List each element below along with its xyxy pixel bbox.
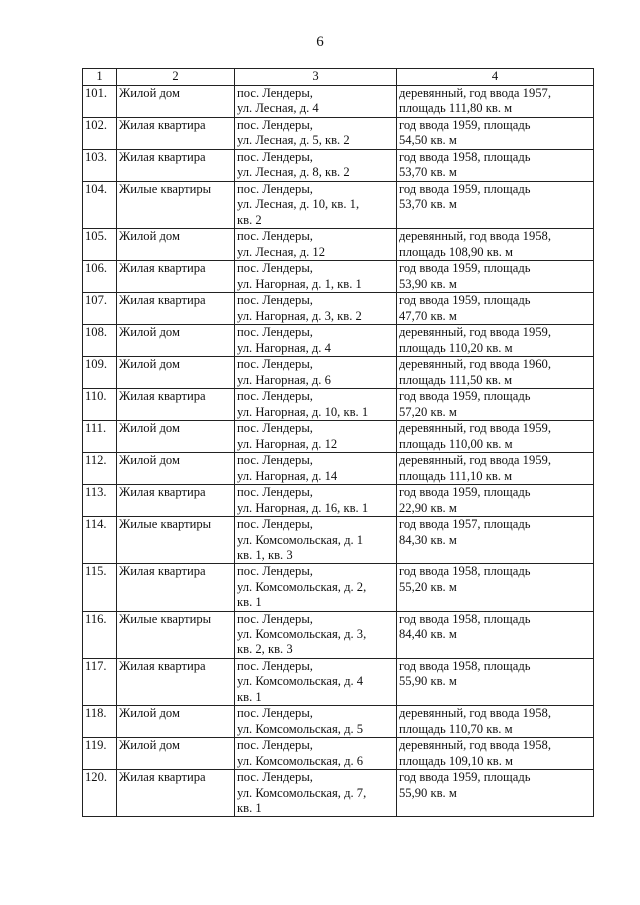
property-address <box>235 357 397 389</box>
address-line: кв. 1 <box>237 689 262 704</box>
description-line: 57,20 кв. м <box>399 404 457 419</box>
table-row <box>83 357 594 389</box>
address-line: ул. Лесная, д. 12 <box>237 244 325 259</box>
address-line: пос. Лендеры, <box>237 706 313 721</box>
address-line: ул. Лесная, д. 8, кв. 2 <box>237 165 350 180</box>
table-row <box>83 517 594 564</box>
description-line: 55,90 кв. м <box>399 674 457 689</box>
property-address <box>235 389 397 421</box>
property-type: Жилой дом <box>117 738 235 770</box>
address-line: ул. Нагорная, д. 3, кв. 2 <box>237 308 362 323</box>
property-description <box>397 453 594 485</box>
table-row <box>83 150 594 182</box>
address-line: пос. Лендеры, <box>237 357 313 372</box>
address-line: ул. Комсомольская, д. 3, <box>237 627 367 642</box>
address-line: ул. Нагорная, д. 10, кв. 1 <box>237 404 369 419</box>
property-type: Жилая квартира <box>117 770 235 817</box>
description-line: площадь 110,00 кв. м <box>399 436 513 451</box>
address-line: ул. Лесная, д. 5, кв. 2 <box>237 133 350 148</box>
description-line: площадь 108,90 кв. м <box>399 244 514 259</box>
description-line: год ввода 1957, площадь <box>399 517 531 532</box>
property-type: Жилая квартира <box>117 564 235 611</box>
description-line: 22,90 кв. м <box>399 500 457 515</box>
description-line: год ввода 1959, площадь <box>399 485 531 500</box>
description-line: год ввода 1959, площадь <box>399 182 531 196</box>
address-line: ул. Комсомольская, д. 4 <box>237 674 364 689</box>
page-number: 6 <box>316 34 324 50</box>
address-line: пос. Лендеры, <box>237 229 313 244</box>
description-line: площадь 111,80 кв. м <box>399 101 513 116</box>
table-row <box>83 421 594 453</box>
description-line: год ввода 1958, площадь <box>399 611 531 626</box>
description-line: 47,70 кв. м <box>399 308 457 323</box>
address-line: ул. Нагорная, д. 12 <box>237 436 338 451</box>
address-line: кв. 1 <box>237 800 262 815</box>
property-description <box>397 770 594 817</box>
description-line: площадь 110,20 кв. м <box>399 340 513 355</box>
row-number: 103. <box>83 150 117 182</box>
row-number: 120. <box>83 770 117 817</box>
property-description <box>397 564 594 611</box>
property-address <box>235 658 397 705</box>
row-number: 102. <box>83 118 117 150</box>
address-line: пос. Лендеры, <box>237 182 313 196</box>
property-address <box>235 86 397 118</box>
property-address <box>235 182 397 229</box>
description-line: площадь 109,10 кв. м <box>399 753 514 768</box>
property-description <box>397 229 594 261</box>
property-type: Жилые квартиры <box>117 182 235 229</box>
property-address <box>235 118 397 150</box>
description-line: 53,70 кв. м <box>399 197 457 212</box>
table-row <box>83 293 594 325</box>
description-line: деревянный, год ввода 1959, <box>399 421 551 436</box>
property-type: Жилой дом <box>117 453 235 485</box>
property-description <box>397 325 594 357</box>
description-line: деревянный, год ввода 1959, <box>399 453 551 468</box>
row-number: 113. <box>83 485 117 517</box>
address-line: ул. Нагорная, д. 4 <box>237 340 331 355</box>
address-line: пос. Лендеры, <box>237 389 313 404</box>
row-number: 111. <box>83 421 117 453</box>
property-address <box>235 325 397 357</box>
table-row <box>83 325 594 357</box>
address-line: кв. 1, кв. 3 <box>237 548 293 563</box>
address-line: пос. Лендеры, <box>237 738 313 753</box>
row-number: 112. <box>83 453 117 485</box>
address-line: ул. Нагорная, д. 6 <box>237 372 331 387</box>
property-address <box>235 150 397 182</box>
property-address <box>235 293 397 325</box>
row-number: 115. <box>83 564 117 611</box>
row-number: 101. <box>83 86 117 118</box>
table-row <box>83 182 594 229</box>
description-line: 55,90 кв. м <box>399 785 457 800</box>
column-header-1: 1 <box>83 69 117 86</box>
address-line: ул. Комсомольская, д. 7, <box>237 785 367 800</box>
row-number: 106. <box>83 261 117 293</box>
address-line: пос. Лендеры, <box>237 658 313 673</box>
property-type: Жилые квартиры <box>117 611 235 658</box>
property-type: Жилой дом <box>117 706 235 738</box>
address-line: ул. Нагорная, д. 1, кв. 1 <box>237 276 362 291</box>
property-description <box>397 389 594 421</box>
row-number: 108. <box>83 325 117 357</box>
property-type: Жилой дом <box>117 421 235 453</box>
description-line: деревянный, год ввода 1957, <box>399 86 551 100</box>
table-row <box>83 86 594 118</box>
property-type: Жилой дом <box>117 357 235 389</box>
property-type: Жилая квартира <box>117 485 235 517</box>
address-line: ул. Лесная, д. 4 <box>237 101 319 116</box>
address-line: ул. Лесная, д. 10, кв. 1, <box>237 197 360 212</box>
property-type: Жилой дом <box>117 86 235 118</box>
address-line: ул. Комсомольская, д. 6 <box>237 753 364 768</box>
address-line: пос. Лендеры, <box>237 86 313 100</box>
address-line: пос. Лендеры, <box>237 564 313 579</box>
description-line: деревянный, год ввода 1958, <box>399 738 551 753</box>
description-line: год ввода 1958, площадь <box>399 150 531 164</box>
address-line: ул. Комсомольская, д. 1 <box>237 532 364 547</box>
address-line: ул. Нагорная, д. 14 <box>237 468 338 483</box>
address-line: пос. Лендеры, <box>237 770 313 785</box>
description-line: год ввода 1958, площадь <box>399 564 531 579</box>
row-number: 119. <box>83 738 117 770</box>
description-line: деревянный, год ввода 1958, <box>399 706 551 721</box>
property-description <box>397 182 594 229</box>
property-description <box>397 118 594 150</box>
address-line: пос. Лендеры, <box>237 421 313 436</box>
row-number: 110. <box>83 389 117 421</box>
address-line: пос. Лендеры, <box>237 118 313 132</box>
table-row <box>83 118 594 150</box>
description-line: 84,30 кв. м <box>399 532 457 547</box>
table-row <box>83 485 594 517</box>
property-type: Жилая квартира <box>117 150 235 182</box>
description-line: 53,70 кв. м <box>399 165 457 180</box>
description-line: 55,20 кв. м <box>399 579 457 594</box>
description-line: 84,40 кв. м <box>399 627 457 642</box>
property-type: Жилая квартира <box>117 389 235 421</box>
address-line: пос. Лендеры, <box>237 150 313 164</box>
description-line: площадь 111,10 кв. м <box>399 468 513 483</box>
property-description <box>397 706 594 738</box>
table-row <box>83 738 594 770</box>
property-description <box>397 293 594 325</box>
property-address <box>235 421 397 453</box>
property-type: Жилая квартира <box>117 293 235 325</box>
row-number: 107. <box>83 293 117 325</box>
property-address <box>235 770 397 817</box>
property-registry-table <box>82 68 594 817</box>
property-type: Жилая квартира <box>117 658 235 705</box>
property-address <box>235 738 397 770</box>
property-description <box>397 261 594 293</box>
address-line: пос. Лендеры, <box>237 611 313 626</box>
row-number: 114. <box>83 517 117 564</box>
description-line: деревянный, год ввода 1958, <box>399 229 551 244</box>
description-line: деревянный, год ввода 1960, <box>399 357 551 372</box>
table-row <box>83 770 594 817</box>
property-type: Жилая квартира <box>117 118 235 150</box>
table-row <box>83 658 594 705</box>
address-line: пос. Лендеры, <box>237 293 313 308</box>
property-address <box>235 485 397 517</box>
row-number: 118. <box>83 706 117 738</box>
property-description <box>397 86 594 118</box>
property-address <box>235 229 397 261</box>
address-line: пос. Лендеры, <box>237 453 313 468</box>
table-header-row <box>83 69 594 86</box>
address-line: ул. Нагорная, д. 16, кв. 1 <box>237 500 369 515</box>
property-address <box>235 517 397 564</box>
property-type: Жилая квартира <box>117 261 235 293</box>
row-number: 109. <box>83 357 117 389</box>
address-line: кв. 2 <box>237 212 262 227</box>
property-description <box>397 150 594 182</box>
address-line: ул. Комсомольская, д. 5 <box>237 721 364 736</box>
row-number: 117. <box>83 658 117 705</box>
description-line: год ввода 1959, площадь <box>399 389 531 404</box>
table-row <box>83 389 594 421</box>
property-address <box>235 453 397 485</box>
description-line: 53,90 кв. м <box>399 276 457 291</box>
table-row <box>83 611 594 658</box>
property-address <box>235 261 397 293</box>
property-description <box>397 357 594 389</box>
description-line: площадь 110,70 кв. м <box>399 721 513 736</box>
row-number: 105. <box>83 229 117 261</box>
property-type: Жилой дом <box>117 325 235 357</box>
column-header-3: 3 <box>235 69 397 86</box>
table-row <box>83 706 594 738</box>
property-type: Жилой дом <box>117 229 235 261</box>
property-description <box>397 658 594 705</box>
description-line: год ввода 1958, площадь <box>399 658 531 673</box>
address-line: пос. Лендеры, <box>237 485 313 500</box>
table-row <box>83 261 594 293</box>
column-header-2: 2 <box>117 69 235 86</box>
table-row <box>83 229 594 261</box>
property-description <box>397 517 594 564</box>
property-description <box>397 421 594 453</box>
property-description <box>397 738 594 770</box>
description-line: 54,50 кв. м <box>399 133 457 148</box>
address-line: кв. 1 <box>237 595 262 610</box>
property-address <box>235 564 397 611</box>
description-line: год ввода 1959, площадь <box>399 770 531 785</box>
table-body <box>83 86 594 817</box>
description-line: год ввода 1959, площадь <box>399 118 531 132</box>
column-header-4: 4 <box>397 69 594 86</box>
property-address <box>235 611 397 658</box>
property-description <box>397 611 594 658</box>
description-line: год ввода 1959, площадь <box>399 293 531 308</box>
address-line: кв. 2, кв. 3 <box>237 642 293 657</box>
property-description <box>397 485 594 517</box>
description-line: деревянный, год ввода 1959, <box>399 325 551 340</box>
description-line: площадь 111,50 кв. м <box>399 372 513 387</box>
description-line: год ввода 1959, площадь <box>399 261 531 276</box>
row-number: 116. <box>83 611 117 658</box>
property-type: Жилые квартиры <box>117 517 235 564</box>
row-number: 104. <box>83 182 117 229</box>
address-line: пос. Лендеры, <box>237 325 313 340</box>
address-line: пос. Лендеры, <box>237 261 313 276</box>
address-line: ул. Комсомольская, д. 2, <box>237 579 367 594</box>
address-line: пос. Лендеры, <box>237 517 313 532</box>
table-row <box>83 453 594 485</box>
table-row <box>83 564 594 611</box>
property-address <box>235 706 397 738</box>
